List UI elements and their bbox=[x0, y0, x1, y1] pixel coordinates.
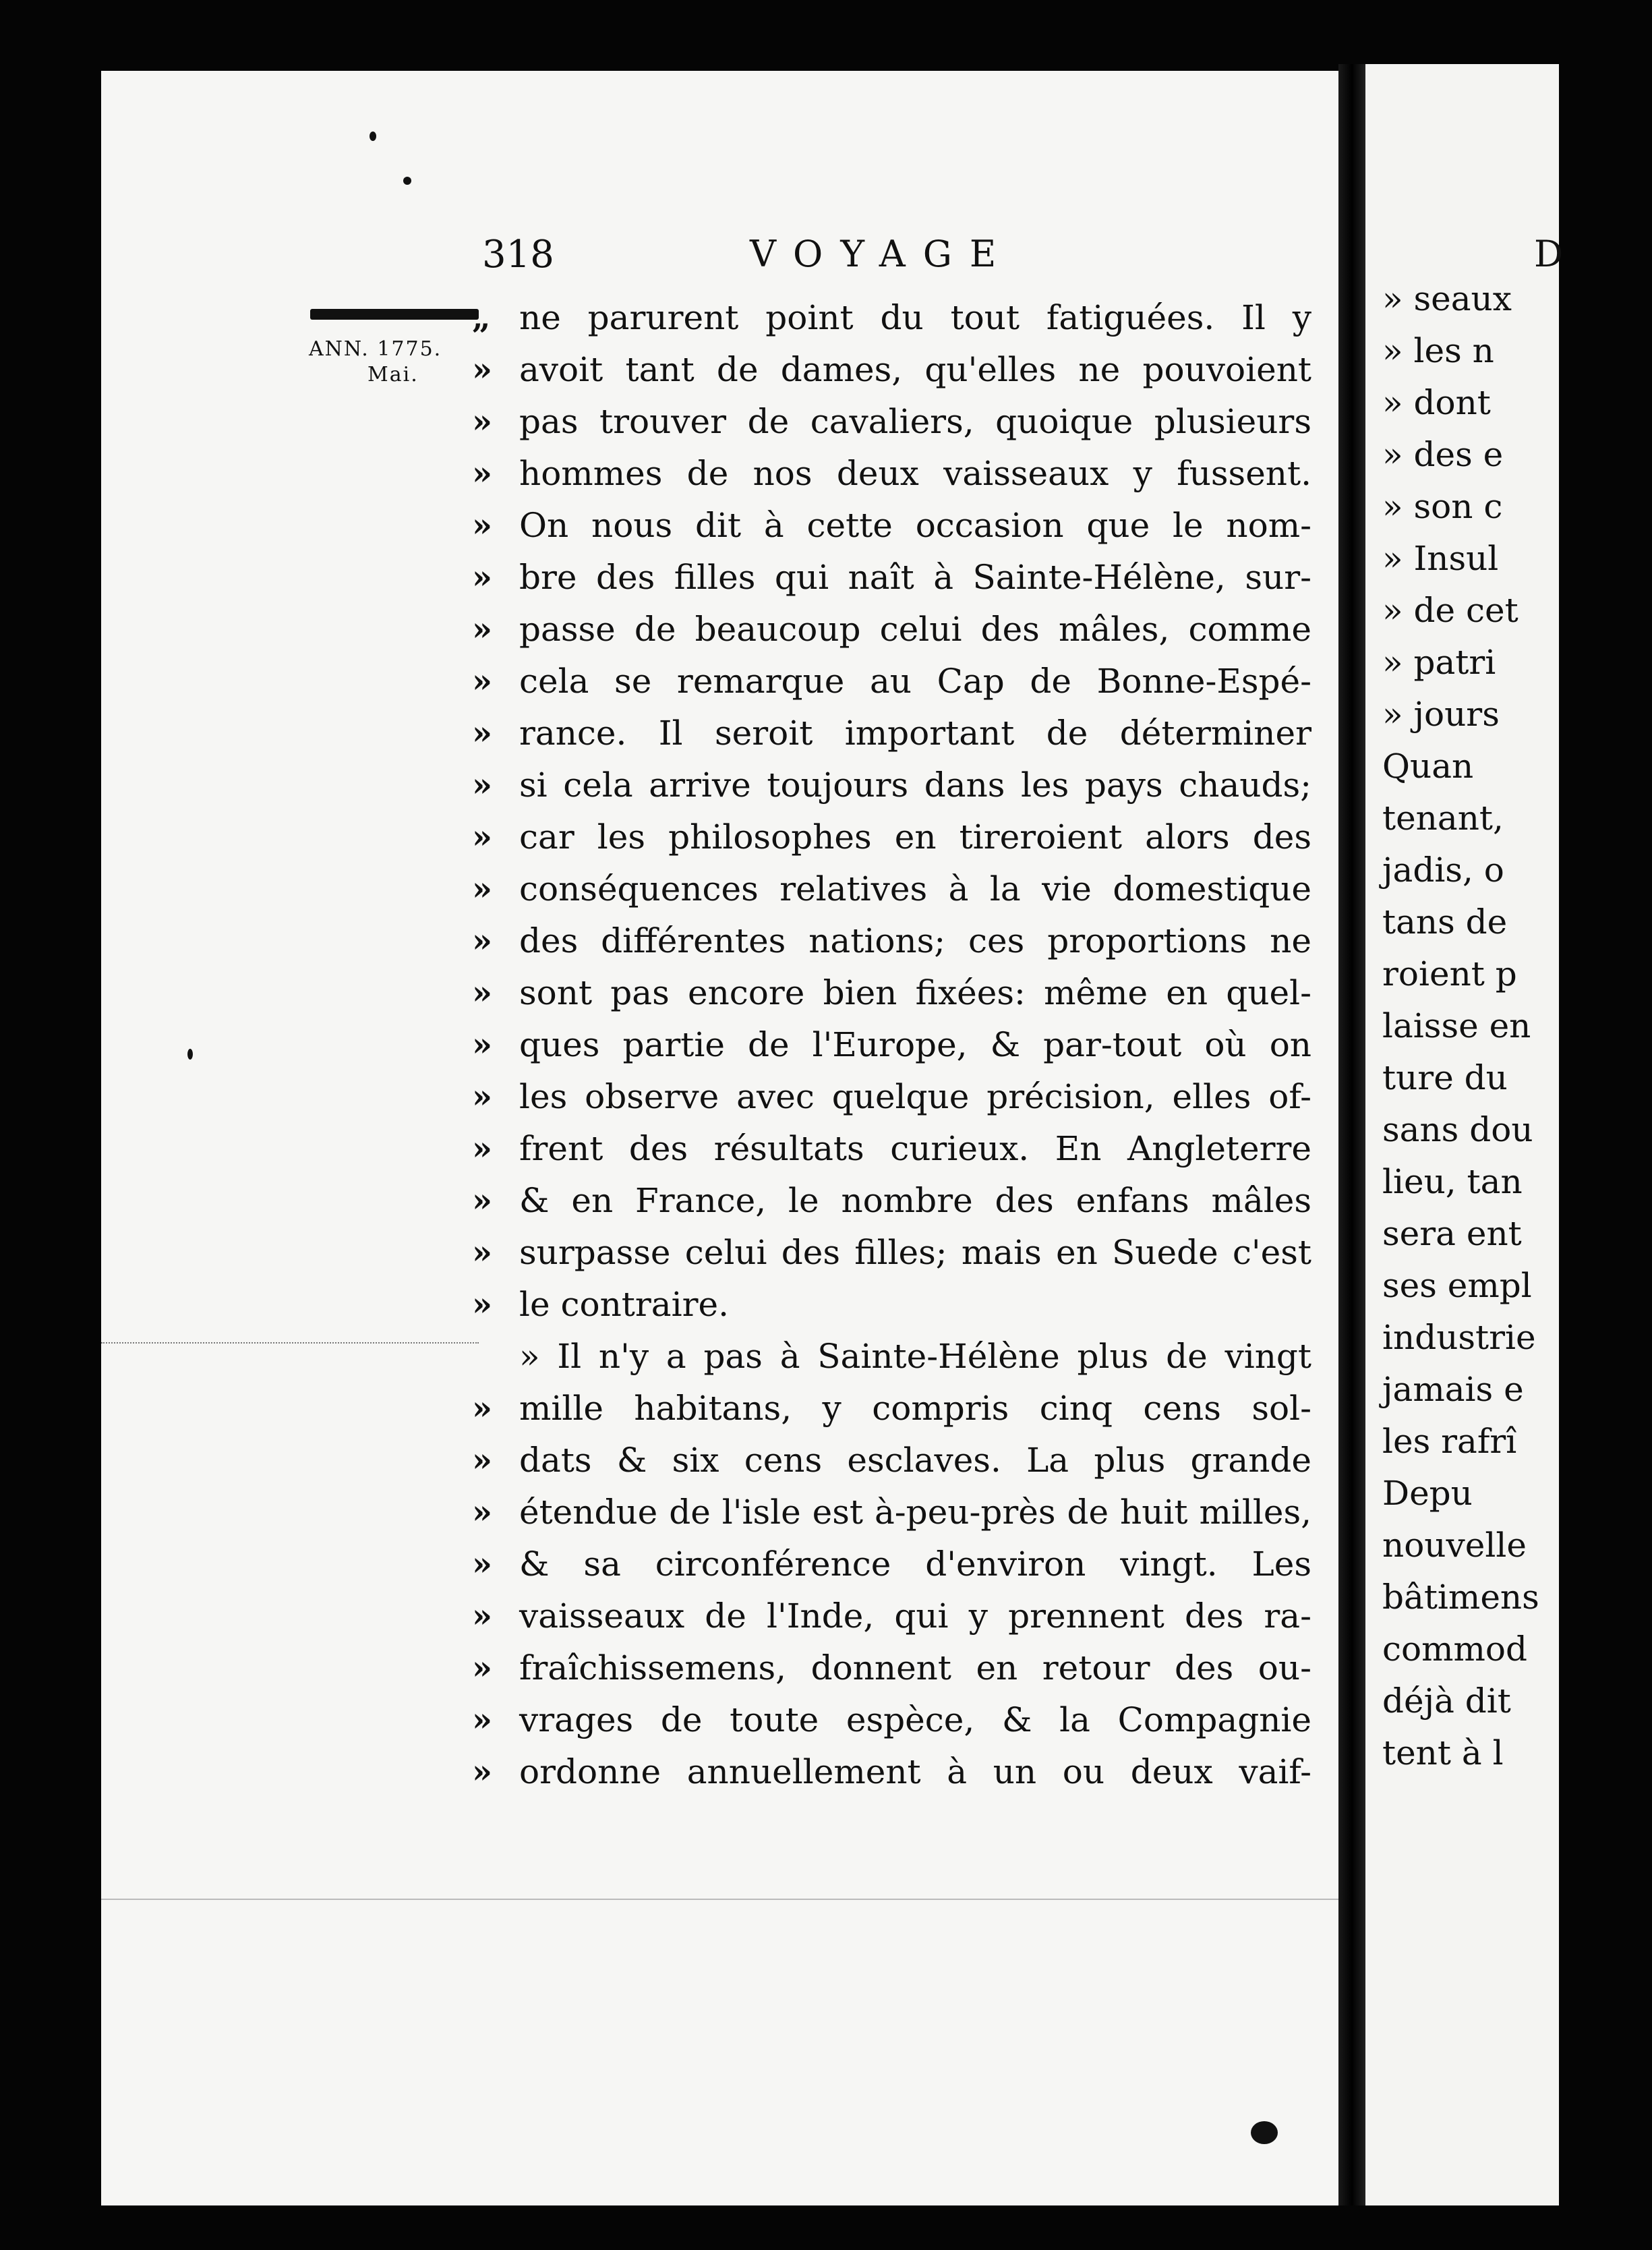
right-text-line: » seaux bbox=[1382, 279, 1512, 318]
right-text-line: » des e bbox=[1382, 435, 1504, 474]
right-text-line: » les n bbox=[1382, 331, 1494, 370]
quote-mark: » bbox=[472, 403, 492, 440]
line-text: vaisseaux de l'Inde, qui y prennent des ra- bbox=[519, 1596, 1311, 1636]
quote-mark: » bbox=[472, 714, 492, 752]
right-text-line: industrie bbox=[1382, 1318, 1536, 1357]
running-title: VOYAGE bbox=[750, 233, 1014, 275]
page-number: 318 bbox=[482, 233, 554, 277]
text-line bbox=[472, 1538, 1311, 1590]
right-text-line: tans de bbox=[1382, 902, 1508, 942]
text-line bbox=[472, 656, 1311, 708]
line-text: surpasse celui des filles; mais en Suede c'est bbox=[519, 1233, 1311, 1272]
line-text: avoit tant de dames, qu'elles ne pouvoient bbox=[519, 350, 1311, 389]
right-text-line: Depu bbox=[1382, 1474, 1473, 1513]
dotted-line bbox=[101, 1342, 479, 1344]
quote-mark: „ bbox=[472, 299, 491, 337]
right-text-line: sans dou bbox=[1382, 1110, 1533, 1149]
ink-speck bbox=[403, 177, 411, 185]
line-text: passe de beaucoup celui des mâles, comme bbox=[519, 610, 1311, 649]
text-line bbox=[472, 1279, 1311, 1331]
line-text: le contraire. bbox=[519, 1285, 729, 1324]
text-line bbox=[472, 1331, 1311, 1383]
text-line bbox=[472, 915, 1311, 967]
text-line bbox=[472, 292, 1311, 344]
line-text: des différentes nations; ces proportions ne bbox=[519, 921, 1311, 960]
quote-mark: » bbox=[472, 455, 492, 492]
margin-rule bbox=[310, 309, 479, 320]
line-text: conséquences relatives à la vie domestique bbox=[519, 869, 1311, 908]
quote-mark: » bbox=[472, 351, 492, 388]
line-text: rance. Il seroit important de déterminer bbox=[519, 714, 1311, 753]
text-line bbox=[472, 1435, 1311, 1487]
quote-mark: » bbox=[472, 1130, 492, 1167]
text-line bbox=[472, 1123, 1311, 1175]
quote-mark: » bbox=[472, 922, 492, 960]
text-line bbox=[472, 552, 1311, 604]
right-text-line: roient p bbox=[1382, 954, 1517, 993]
text-line bbox=[472, 863, 1311, 915]
quote-mark: » bbox=[472, 1182, 492, 1219]
text-line bbox=[472, 396, 1311, 448]
line-text: ne parurent point du tout fatiguées. Il y bbox=[519, 298, 1311, 337]
text-line bbox=[472, 1487, 1311, 1538]
book-gutter bbox=[1338, 64, 1365, 2205]
quote-mark: » bbox=[472, 766, 492, 804]
text-line bbox=[472, 1019, 1311, 1071]
quote-mark: » bbox=[472, 1649, 492, 1687]
right-text-line: » de cet bbox=[1382, 591, 1518, 630]
right-text-line: jamais e bbox=[1382, 1370, 1524, 1409]
line-text: & sa circonférence d'environ vingt. Les bbox=[519, 1545, 1311, 1584]
right-text-line: » dont bbox=[1382, 383, 1491, 422]
right-page-text bbox=[1382, 273, 1652, 1779]
right-text-line: » son c bbox=[1382, 487, 1503, 526]
text-line bbox=[472, 811, 1311, 863]
line-text: dats & six cens esclaves. La plus grande bbox=[519, 1441, 1311, 1480]
margin-note-month: Mai. bbox=[367, 363, 419, 386]
ink-speck bbox=[370, 132, 376, 141]
text-line bbox=[472, 1071, 1311, 1123]
right-text-line: lieu, tan bbox=[1382, 1162, 1523, 1201]
line-text: & en France, le nombre des enfans mâles bbox=[519, 1181, 1311, 1220]
right-text-line: tenant, bbox=[1382, 799, 1504, 838]
right-text-line: commod bbox=[1382, 1629, 1528, 1669]
right-text-line: tent à l bbox=[1382, 1733, 1504, 1772]
quote-mark: » bbox=[472, 1234, 492, 1271]
line-text: mille habitans, y compris cinq cens sol- bbox=[519, 1389, 1311, 1428]
quote-mark: » bbox=[472, 818, 492, 856]
quote-mark: » bbox=[472, 870, 492, 908]
quote-mark: » bbox=[472, 558, 492, 596]
quote-mark: » bbox=[472, 610, 492, 648]
line-text: pas trouver de cavaliers, quoique plusieurs bbox=[519, 402, 1311, 441]
quote-mark: » bbox=[472, 1286, 492, 1323]
ink-speck bbox=[1251, 2121, 1278, 2144]
right-running-title: D bbox=[1534, 233, 1564, 275]
line-text: cela se remarque au Cap de Bonne-Espé- bbox=[519, 662, 1311, 701]
right-text-line: nouvelle bbox=[1382, 1526, 1527, 1565]
line-text: hommes de nos deux vaisseaux y fussent. bbox=[519, 454, 1311, 493]
ink-speck bbox=[187, 1049, 193, 1060]
line-text: si cela arrive toujours dans les pays chauds; bbox=[519, 766, 1311, 805]
line-text: étendue de l'isle est à-peu-près de huit milles, bbox=[519, 1493, 1311, 1532]
quote-mark: » bbox=[472, 507, 492, 544]
right-text-line: jadis, o bbox=[1382, 850, 1504, 890]
line-text: car les philosophes en tireroient alors des bbox=[519, 817, 1311, 857]
right-text-line: » Insul bbox=[1382, 539, 1499, 578]
right-text-line: ture du bbox=[1382, 1058, 1508, 1097]
quote-mark: » bbox=[472, 1753, 492, 1791]
text-line bbox=[472, 500, 1311, 552]
line-text: ques partie de l'Europe, & par-tout où on bbox=[519, 1025, 1311, 1064]
quote-mark: » bbox=[472, 1701, 492, 1739]
text-line bbox=[472, 1642, 1311, 1694]
right-text-line: » patri bbox=[1382, 643, 1496, 682]
line-text: bre des filles qui naît à Sainte-Hélène, sur- bbox=[519, 558, 1311, 597]
quote-mark: » bbox=[472, 1597, 492, 1635]
right-text-line: laisse en bbox=[1382, 1006, 1531, 1045]
line-text: vrages de toute espèce, & la Compagnie bbox=[519, 1700, 1311, 1739]
quote-mark: » bbox=[472, 1441, 492, 1479]
line-text: sont pas encore bien fixées: même en quel- bbox=[519, 973, 1311, 1012]
text-line bbox=[472, 759, 1311, 811]
right-text-line: sera ent bbox=[1382, 1214, 1522, 1253]
body-text bbox=[472, 292, 1311, 1798]
line-text: fraîchissemens, donnent en retour des ou- bbox=[519, 1648, 1311, 1688]
right-text-line: Quan bbox=[1382, 747, 1474, 786]
page-bottom-rule bbox=[101, 1899, 1338, 1900]
quote-mark: » bbox=[472, 1493, 492, 1531]
right-text-line: les rafrî bbox=[1382, 1422, 1517, 1461]
right-text-line: » jours bbox=[1382, 695, 1500, 734]
text-line bbox=[472, 1175, 1311, 1227]
line-text: frent des résultats curieux. En Angleterre bbox=[519, 1129, 1311, 1168]
margin-note-year: ANN. 1775. bbox=[309, 337, 442, 361]
line-text: ordonne annuellement à un ou deux vaif- bbox=[519, 1752, 1311, 1791]
text-line bbox=[472, 1227, 1311, 1279]
quote-mark: » bbox=[472, 974, 492, 1012]
line-text: On nous dit à cette occasion que le nom- bbox=[519, 506, 1311, 545]
text-line bbox=[472, 1590, 1311, 1642]
text-line bbox=[472, 448, 1311, 500]
quote-mark: » bbox=[472, 1389, 492, 1427]
text-line bbox=[472, 967, 1311, 1019]
text-line bbox=[472, 708, 1311, 759]
text-line bbox=[472, 344, 1311, 396]
text-line bbox=[472, 1383, 1311, 1435]
quote-mark: » bbox=[472, 1026, 492, 1064]
right-text-line: déjà dit bbox=[1382, 1681, 1511, 1721]
quote-mark: » bbox=[472, 1078, 492, 1116]
quote-mark: » bbox=[472, 1545, 492, 1583]
text-line bbox=[472, 1746, 1311, 1798]
line-text: les observe avec quelque précision, elles of- bbox=[519, 1077, 1311, 1116]
text-line bbox=[472, 1694, 1311, 1746]
right-text-line: ses empl bbox=[1382, 1266, 1532, 1305]
quote-mark: » bbox=[472, 662, 492, 700]
text-line bbox=[472, 604, 1311, 656]
right-text-line: bâtimens bbox=[1382, 1578, 1539, 1617]
line-text: » Il n'y a pas à Sainte-Hélène plus de vingt bbox=[519, 1337, 1311, 1376]
